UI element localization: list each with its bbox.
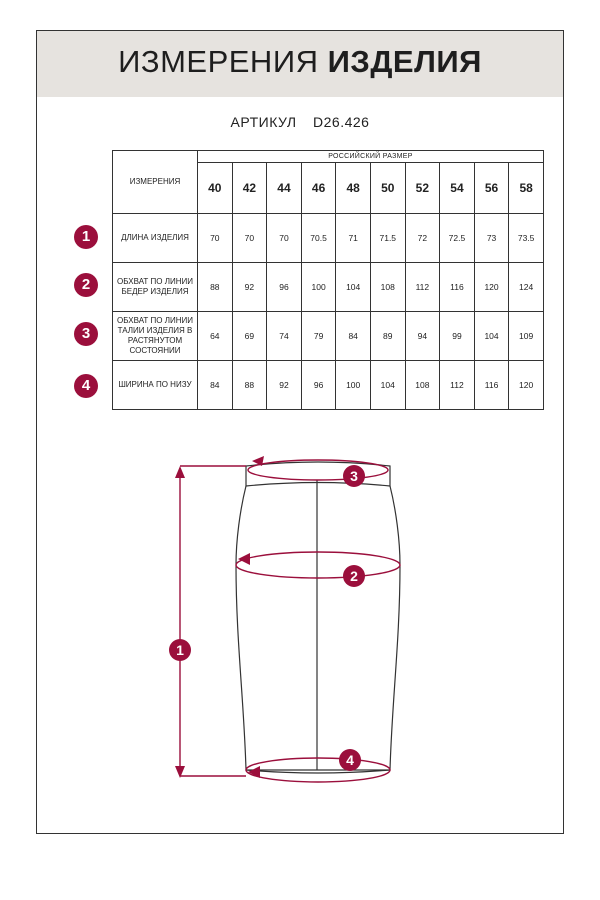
size-header: 50 <box>370 163 405 214</box>
size-header: 56 <box>474 163 509 214</box>
svg-text:2: 2 <box>350 568 358 584</box>
value-cell: 70 <box>232 214 267 263</box>
svg-text:4: 4 <box>346 752 354 768</box>
value-cell: 108 <box>370 263 405 312</box>
value-cell: 73 <box>474 214 509 263</box>
value-cell: 112 <box>440 361 475 410</box>
value-cell: 104 <box>370 361 405 410</box>
value-cell: 112 <box>405 263 440 312</box>
size-header: 42 <box>232 163 267 214</box>
marker-hips <box>343 565 365 587</box>
row-number-badge: 2 <box>74 273 98 297</box>
size-header: 40 <box>198 163 233 214</box>
svg-text:1: 1 <box>176 642 184 658</box>
value-cell: 120 <box>509 361 544 410</box>
title-light: ИЗМЕРЕНИЯ <box>118 44 319 79</box>
value-cell: 99 <box>440 312 475 361</box>
row-number-badge: 4 <box>74 374 98 398</box>
value-cell: 92 <box>267 361 302 410</box>
value-cell: 71.5 <box>370 214 405 263</box>
value-cell: 104 <box>474 312 509 361</box>
skirt-outline <box>236 486 400 770</box>
value-cell: 94 <box>405 312 440 361</box>
size-header: 52 <box>405 163 440 214</box>
value-cell: 116 <box>440 263 475 312</box>
value-cell: 72 <box>405 214 440 263</box>
value-cell: 109 <box>509 312 544 361</box>
hip-arrow <box>238 553 250 565</box>
value-cell: 72.5 <box>440 214 475 263</box>
value-cell: 92 <box>232 263 267 312</box>
waist-measure-ellipse <box>248 460 388 480</box>
value-cell: 73.5 <box>509 214 544 263</box>
length-arrow-top <box>175 466 185 478</box>
size-header: 58 <box>509 163 544 214</box>
value-cell: 124 <box>509 263 544 312</box>
value-cell: 120 <box>474 263 509 312</box>
row-label: ДЛИНА ИЗДЕЛИЯ <box>113 214 198 263</box>
marker-hem <box>339 749 361 771</box>
marker-length <box>169 639 191 661</box>
value-cell: 70.5 <box>301 214 336 263</box>
row-label: ОБХВАТ ПО ЛИНИИ ТАЛИИ ИЗДЕЛИЯ В РАСТЯНУТОМ СОСТОЯНИИ <box>113 312 198 361</box>
value-cell: 64 <box>198 312 233 361</box>
size-system-header: РОССИЙСКИЙ РАЗМЕР <box>198 151 544 163</box>
value-cell: 84 <box>336 312 371 361</box>
value-cell: 70 <box>198 214 233 263</box>
value-cell: 79 <box>301 312 336 361</box>
row-number-badge: 1 <box>74 225 98 249</box>
size-header: 54 <box>440 163 475 214</box>
hip-measure-ellipse <box>236 552 400 578</box>
value-cell: 88 <box>198 263 233 312</box>
size-header: 48 <box>336 163 371 214</box>
value-cell: 100 <box>301 263 336 312</box>
marker-waist <box>343 465 365 487</box>
measurements-header: ИЗМЕРЕНИЯ <box>113 151 198 214</box>
value-cell: 108 <box>405 361 440 410</box>
value-cell: 88 <box>232 361 267 410</box>
value-cell: 100 <box>336 361 371 410</box>
value-cell: 96 <box>301 361 336 410</box>
skirt-waistband <box>246 462 390 486</box>
row-number-badge: 3 <box>74 322 98 346</box>
title-bold: ИЗДЕЛИЯ <box>327 44 482 79</box>
value-cell: 70 <box>267 214 302 263</box>
row-label: ОБХВАТ ПО ЛИНИИ БЕДЕР ИЗДЕЛИЯ <box>113 263 198 312</box>
article-label: АРТИКУЛ <box>230 114 297 130</box>
value-cell: 104 <box>336 263 371 312</box>
row-label: ШИРИНА ПО НИЗУ <box>113 361 198 410</box>
value-cell: 96 <box>267 263 302 312</box>
value-cell: 84 <box>198 361 233 410</box>
value-cell: 71 <box>336 214 371 263</box>
value-cell: 74 <box>267 312 302 361</box>
value-cell: 116 <box>474 361 509 410</box>
value-cell: 89 <box>370 312 405 361</box>
size-header: 44 <box>267 163 302 214</box>
size-header: 46 <box>301 163 336 214</box>
value-cell: 69 <box>232 312 267 361</box>
svg-text:3: 3 <box>350 468 358 484</box>
article-code: D26.426 <box>313 114 370 130</box>
